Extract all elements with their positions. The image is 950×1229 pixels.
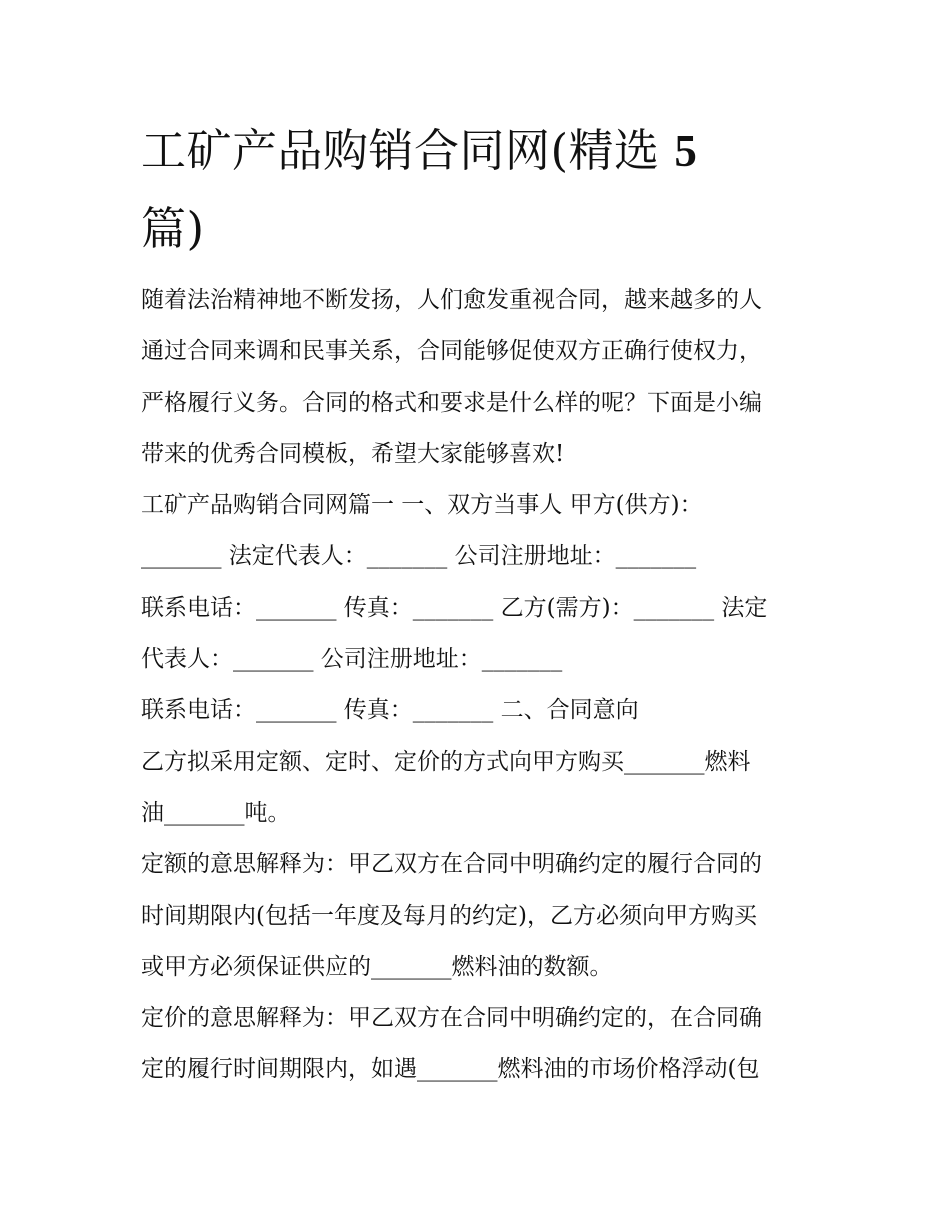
body-line: 工矿产品购销合同网篇一 一、双方当事人 甲方(供方)： (141, 492, 703, 519)
body-line: _______ 法定代表人：_______ 公司注册地址：_______ (141, 543, 697, 570)
body-line: 带来的优秀合同模板，希望大家能够喜欢! (141, 440, 565, 467)
title-end-text: 篇) (141, 202, 205, 255)
body-line: 联系电话：_______ 传真：_______ 二、合同意向 (141, 697, 639, 724)
body-line: 油_______吨。 (141, 799, 291, 826)
body-line: 随着法治精神地不断发扬，人们愈发重视合同，越来越多的人 (141, 287, 762, 313)
document-body (141, 275, 821, 1096)
body-line: 定的履行时间期限内，如遇_______燃料油的市场价格浮动(包 (141, 1056, 760, 1083)
title-number: 5 (674, 126, 698, 176)
body-line: 乙方拟采用定额、定时、定价的方式向甲方购买_______燃料 (141, 748, 751, 775)
body-line: 严格履行义务。合同的格式和要求是什么样的呢？下面是小编 (141, 389, 762, 416)
body-line: 代表人：_______ 公司注册地址：_______ (141, 646, 563, 673)
body-line: 定价的意思解释为：甲乙双方在合同中明确约定的，在合同确 (141, 1005, 762, 1032)
body-line: 定额的意思解释为：甲乙双方在合同中明确约定的履行合同的 (141, 851, 762, 878)
body-line: 通过合同来调和民事关系，合同能够促使双方正确行使权力， (141, 338, 762, 365)
body-line: 时间期限内(包括一年度及每月的约定)，乙方必须向甲方购买 (141, 902, 757, 929)
body-line: 或甲方必须保证供应的_______燃料油的数额。 (141, 953, 613, 980)
document-title (141, 112, 801, 268)
body-line: 联系电话：_______ 传真：_______ 乙方(需方)：_______ 法定 (141, 594, 768, 621)
title-main-text: 工矿产品购销合同网(精选 (141, 124, 660, 177)
